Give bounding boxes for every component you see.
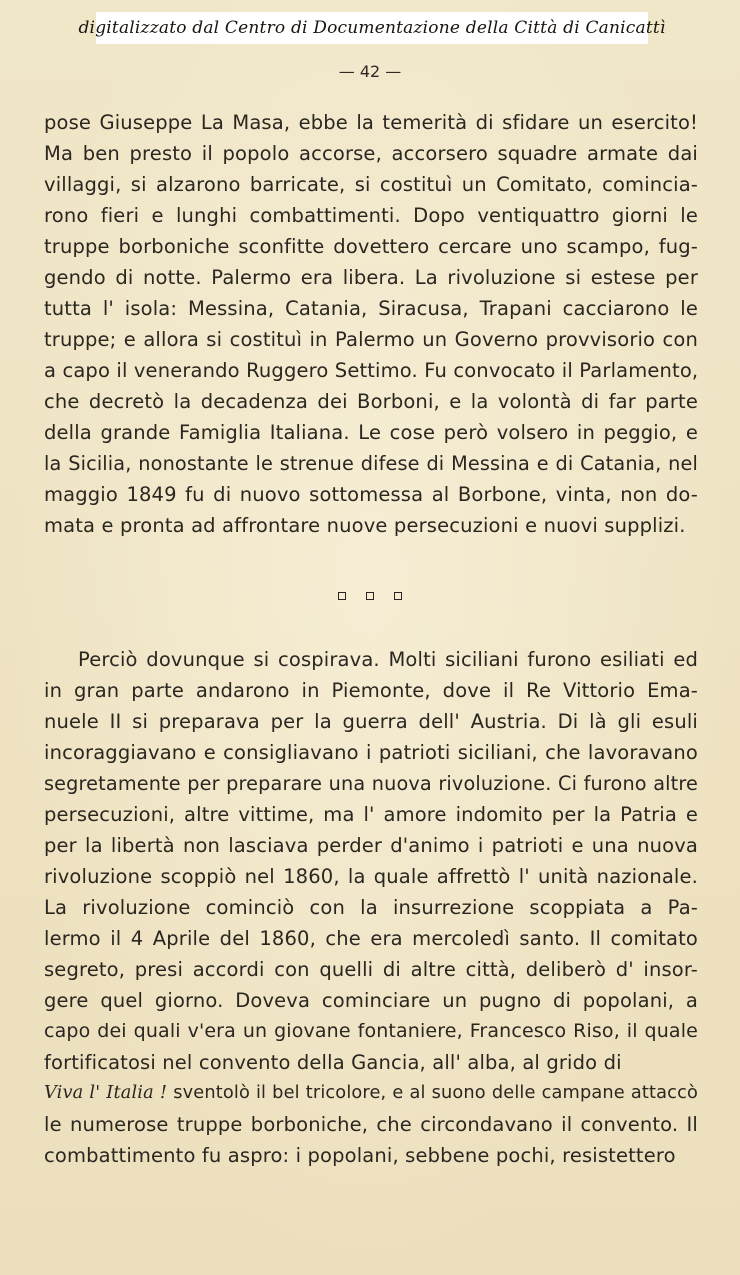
text-line: segreto, presi accordi con quelli di altre città, deliberò d' insor- — [44, 958, 698, 981]
text-line: villaggi, si alzarono barricate, si costituì un Comitato, comincia- — [44, 173, 698, 196]
text-line: truppe borboniche sconfitte dovettero cercare uno scampo, fug- — [44, 235, 698, 258]
text-line: pose Giuseppe La Masa, ebbe la temerità di sfidare un esercito! — [44, 111, 698, 134]
text-line: che decretò la decadenza dei Borboni, e la volontà di far parte — [44, 390, 698, 413]
text-line: gere quel giorno. Doveva cominciare un pugno di popolani, a — [44, 989, 698, 1012]
text-line: truppe; e allora si costituì in Palermo un Governo provvisorio con — [44, 328, 698, 351]
watermark-banner — [78, 12, 666, 44]
text-line — [44, 1078, 698, 1109]
text-line: incoraggiavano e consigliavano i patrioti siciliani, che lavoravano — [44, 741, 698, 764]
separator-square-icon — [394, 592, 402, 600]
watermark-text: digitalizzato dal Centro di Documentazione della Città di Canicattì — [78, 18, 666, 38]
separator-square-icon — [338, 592, 346, 600]
italic-phrase: Viva l' Italia ! — [44, 1083, 168, 1103]
text-fragment: sventolò il bel tricolore, e al suono delle campane attaccò — [173, 1083, 698, 1103]
text-line: per la libertà non lasciava perder d'animo i patrioti e una nuova — [44, 834, 698, 857]
text-line: rivoluzione scoppiò nel 1860, la quale affrettò l' unità nazionale. — [44, 865, 698, 888]
page-number: — 42 — — [338, 62, 402, 81]
text-line: a capo il venerando Ruggero Settimo. Fu convocato il Parlamento, — [44, 359, 699, 382]
text-line: combattimento fu aspro: i popolani, sebbene pochi, resistettero — [44, 1144, 676, 1167]
text-line: nuele II si preparava per la guerra dell' Austria. Di là gli esuli — [44, 710, 698, 733]
text-line: della grande Famiglia Italiana. Le cose però volsero in peggio, e — [44, 421, 698, 444]
text-line: in gran parte andarono in Piemonte, dove il Re Vittorio Ema- — [44, 679, 698, 702]
text-line: capo dei quali v'era un giovane fontaniere, Francesco Riso, il quale — [44, 1020, 698, 1042]
section-separator — [0, 592, 740, 600]
paragraph-1 — [44, 107, 698, 541]
text-fragment: fortificatosi nel convento della Gancia, all' alba, al grido di — [44, 1051, 622, 1074]
text-line: lermo il 4 Aprile del 1860, che era mercoledì santo. Il comitato — [44, 927, 698, 950]
text-line: gendo di notte. Palermo era libera. La rivoluzione si estese per — [44, 266, 698, 289]
text-line: la Sicilia, nonostante le strenue difese di Messina e di Catania, nel — [44, 452, 698, 475]
text-line: maggio 1849 fu di nuovo sottomessa al Borbone, vinta, non do- — [44, 483, 698, 506]
text-line: tutta l' isola: Messina, Catania, Siracusa, Trapani cacciarono le — [44, 297, 698, 320]
text-line: le numerose truppe borboniche, che circondavano il convento. Il — [44, 1113, 698, 1136]
text-line: Perciò dovunque si cospirava. Molti siciliani furono esiliati ed — [78, 648, 698, 671]
separator-square-icon — [366, 592, 374, 600]
text-line: persecuzioni, altre vittime, ma l' amore indomito per la Patria e — [44, 803, 698, 826]
text-line: mata e pronta ad affrontare nuove persecuzioni e nuovi supplizi. — [44, 514, 686, 537]
text-line: segretamente per preparare una nuova rivoluzione. Ci furono altre — [44, 772, 698, 795]
paragraph-2 — [44, 644, 698, 1171]
text-line: La rivoluzione cominciò con la insurrezione scoppiata a Pa- — [44, 896, 698, 919]
text-line: Ma ben presto il popolo accorse, accorsero squadre armate dai — [44, 142, 698, 165]
text-line — [44, 1047, 698, 1078]
text-line: rono fieri e lunghi combattimenti. Dopo ventiquattro giorni le — [44, 204, 698, 227]
